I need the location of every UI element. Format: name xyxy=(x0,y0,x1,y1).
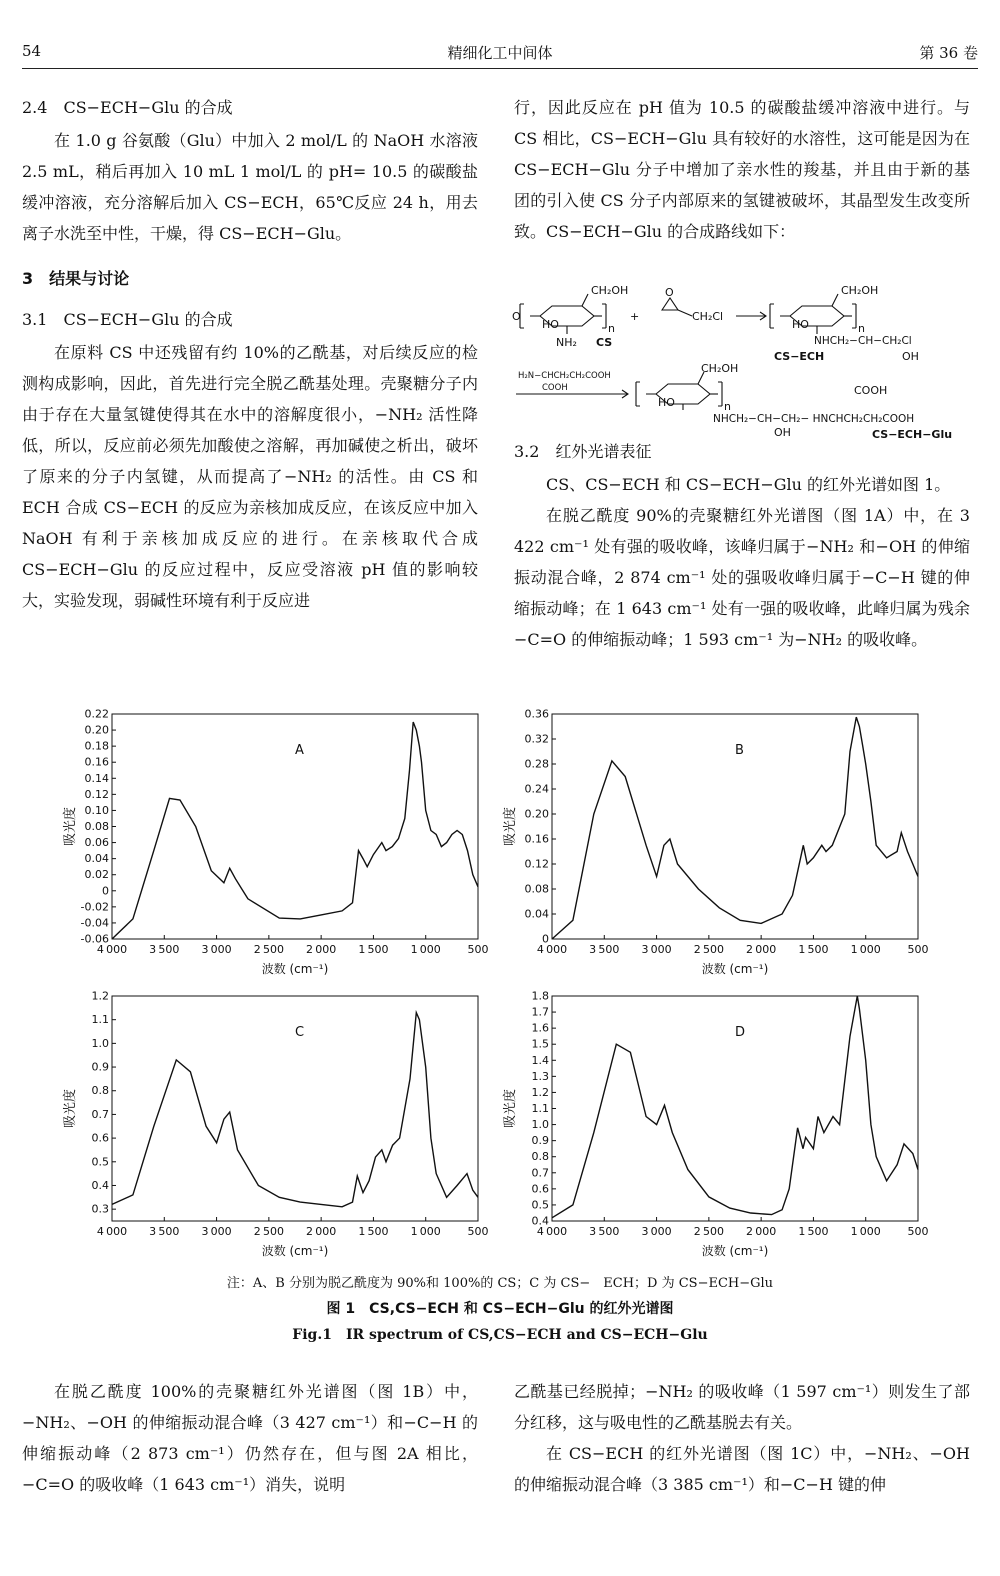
x-tick-label: 3 500 xyxy=(149,943,180,956)
x-tick-label: 3 000 xyxy=(201,1225,232,1238)
ir-panel-c xyxy=(60,988,490,1263)
y-axis-label: 吸光度 xyxy=(503,1088,518,1129)
y-tick-label: 0.04 xyxy=(84,852,109,866)
bottom-left-text: 在脱乙酰度 100%的壳聚糖红外光谱图（图 1B）中，−NH₂、−OH 的伸缩振动混合峰（3 427 cm⁻¹）和−C−H 的伸缩振动峰（2 873 cm⁻¹）仍然存在，但与图 2A 相比，−C=O 的吸收峰（1 643 cm⁻¹）消失，说明 xyxy=(22,1382,478,1494)
y-tick-label: 0.16 xyxy=(84,755,109,769)
section-3-2-intro: CS、CS−ECH 和 CS−ECH−Glu 的红外光谱如图 1。 xyxy=(546,475,951,494)
x-axis-label: 波数 (cm⁻¹) xyxy=(261,962,329,976)
spectrum-line-c xyxy=(112,1013,478,1207)
x-tick-label: 500 xyxy=(467,1225,489,1238)
scheme-ch2oh-2: CH₂OH xyxy=(841,284,879,297)
y-tick-label: 0.6 xyxy=(531,1182,549,1196)
y-tick-label: 0.22 xyxy=(84,707,109,721)
scheme-ch2cl: CH₂Cl xyxy=(692,310,724,323)
y-tick-label: 0.4 xyxy=(531,1214,549,1228)
y-tick-label: 0.12 xyxy=(84,787,109,801)
y-tick-label: 0.6 xyxy=(91,1131,109,1145)
scheme-o-1: O xyxy=(512,310,521,323)
scheme-n-3: n xyxy=(724,400,731,413)
y-tick-label: 1.1 xyxy=(91,1013,109,1027)
x-tick-label: 1 000 xyxy=(850,943,881,956)
y-tick-label: -0.06 xyxy=(80,932,109,946)
journal-title: 精细化工中间体 xyxy=(447,44,553,62)
y-tick-label: 0.32 xyxy=(524,732,549,746)
scheme-ho-1: HO xyxy=(542,318,559,331)
x-tick-label: 2 500 xyxy=(253,1225,284,1238)
y-tick-label: 1.0 xyxy=(531,1118,549,1132)
x-tick-label: 1 000 xyxy=(410,943,441,956)
x-tick-label: 1 500 xyxy=(358,943,389,956)
x-tick-label: 1 500 xyxy=(798,1225,829,1238)
x-tick-label: 3 000 xyxy=(641,943,672,956)
y-tick-label: 0.04 xyxy=(524,907,549,921)
section-3-1-heading: 3.1 CS−ECH−Glu 的合成 xyxy=(22,310,233,329)
y-tick-label: 0.18 xyxy=(84,739,109,753)
x-tick-label: 2 500 xyxy=(253,943,284,956)
y-tick-label: -0.02 xyxy=(80,900,109,914)
x-tick-label: 3 000 xyxy=(201,943,232,956)
x-tick-label: 1 000 xyxy=(850,1225,881,1238)
y-axis-label: 吸光度 xyxy=(63,1088,78,1129)
y-tick-label: 1.2 xyxy=(531,1085,549,1099)
x-tick-label: 2 500 xyxy=(693,943,724,956)
y-tick-label: -0.04 xyxy=(80,916,109,930)
running-header xyxy=(22,38,978,69)
section-2-4-heading: 2.4 CS−ECH−Glu 的合成 xyxy=(22,98,233,117)
y-tick-label: 0.7 xyxy=(91,1107,109,1121)
x-tick-label: 2 000 xyxy=(746,943,777,956)
section-3-1-continued: 行，因此反应在 pH 值为 10.5 的碳酸盐缓冲溶液中进行。与 CS 相比，CS−ECH−Glu 具有较好的水溶性，这可能是因为在 CS−ECH−Glu 分子中增加了亲水性的羧基，并且由于新的基团的引入使 CS 分子内部原来的氢键被破坏，其晶型发生改变所致。CS−ECH−Glu 的合成路线如下： xyxy=(514,98,970,241)
y-tick-label: 1.0 xyxy=(91,1036,109,1050)
right-column xyxy=(514,92,970,247)
scheme-cooh: COOH xyxy=(854,384,888,397)
y-tick-label: 0.3 xyxy=(91,1202,109,1216)
y-tick-label: 1.2 xyxy=(91,989,109,1003)
ir-panel-a xyxy=(60,706,490,981)
y-tick-label: 1.5 xyxy=(531,1037,549,1051)
panel-label-d: D xyxy=(735,1025,746,1040)
section-3-2-body: 在脱乙酰度 90%的壳聚糖红外光谱图（图 1A）中，在 3 422 cm⁻¹ 处有强的吸收峰，该峰归属于−NH₂ 和−OH 的伸缩振动混合峰，2 874 cm⁻¹ 处的强吸收峰归属于−C−H 键的伸缩振动峰；在 1 643 cm⁻¹ 处有一强的吸收峰，此峰归属为残余−C=O 的伸缩振动峰；1 593 cm⁻¹ 为−NH₂ 的吸收峰。 xyxy=(514,506,970,649)
y-axis-label: 吸光度 xyxy=(63,806,78,847)
x-tick-label: 1 500 xyxy=(798,943,829,956)
y-tick-label: 0.8 xyxy=(531,1150,549,1164)
x-tick-label: 2 000 xyxy=(746,1225,777,1238)
y-tick-label: 1.8 xyxy=(531,989,549,1003)
y-axis-label: 吸光度 xyxy=(503,806,518,847)
scheme-epoxide-o: O xyxy=(665,286,674,299)
x-tick-label: 1 000 xyxy=(410,1225,441,1238)
x-tick-label: 500 xyxy=(907,1225,929,1238)
bottom-right-column xyxy=(514,1376,970,1500)
scheme-label-cs: CS xyxy=(596,336,613,349)
scheme-glu-2: COOH xyxy=(542,383,568,393)
figure-note: 注：A、B 分别为脱乙酰度为 90%和 100%的 CS；C 为 CS− ECH；D 为 CS−ECH−Glu xyxy=(226,1276,774,1291)
scheme-ho-2: HO xyxy=(792,318,809,331)
y-tick-label: 0.4 xyxy=(91,1178,109,1192)
x-tick-label: 500 xyxy=(467,943,489,956)
x-tick-label: 4 000 xyxy=(96,1225,128,1238)
scheme-nh2: NH₂ xyxy=(556,336,577,349)
bottom-right-text-b: 在 CS−ECH 的红外光谱图（图 1C）中，−NH₂、−OH 的伸缩振动混合峰（3 385 cm⁻¹）和−C−H 键的伸 xyxy=(514,1444,970,1494)
section-3-2-heading: 3.2 红外光谱表征 xyxy=(514,442,652,461)
ir-panel-d xyxy=(500,988,930,1263)
scheme-oh-2: OH xyxy=(774,426,791,439)
scheme-label-cs-ech-glu: CS−ECH−Glu xyxy=(872,428,953,441)
x-axis-label: 波数 (cm⁻¹) xyxy=(701,962,769,976)
scheme-ch2oh-3: CH₂OH xyxy=(701,362,739,375)
x-tick-label: 3 000 xyxy=(641,1225,672,1238)
y-tick-label: 0.14 xyxy=(84,771,109,785)
y-tick-label: 0.08 xyxy=(524,882,549,896)
x-axis-label: 波数 (cm⁻¹) xyxy=(701,1244,769,1258)
y-tick-label: 0.28 xyxy=(524,757,549,771)
scheme-oh-1: OH xyxy=(902,350,919,363)
panel-label-a: A xyxy=(295,743,304,758)
synthesis-scheme xyxy=(512,276,982,446)
y-tick-label: 1.1 xyxy=(531,1102,549,1115)
y-tick-label: 0.06 xyxy=(84,836,109,850)
x-tick-label: 3 500 xyxy=(589,1225,620,1238)
scheme-ch2oh-1: CH₂OH xyxy=(591,284,629,297)
y-tick-label: 0.9 xyxy=(531,1134,549,1148)
y-tick-label: 0.10 xyxy=(84,803,109,817)
x-tick-label: 2 500 xyxy=(693,1225,724,1238)
scheme-n-2: n xyxy=(858,322,865,335)
section-3-1-body: 在原料 CS 中还残留有约 10%的乙酰基，对后续反应的检测构成影响，因此，首先进行完全脱乙酰基处理。壳聚糖分子内由于存在大量氢键使得其在水中的溶解度很小，−NH₂ 活性降低，所以，反应前必须先加酸使之溶解，再加碱使之析出，破坏了原来的分子内氢键，从而提高了−NH₂ 的活性。由 CS 和 ECH 合成 CS−ECH 的反应为亲核加成反应，在该反应中加入 NaOH 有利于亲核加成反应的进行。在亲核取代合成 CS−ECH−Glu 的反应过程中，反应受溶液 pH 值的影响较大，实验发现，弱碱性环境有利于反应进 xyxy=(22,343,478,610)
y-tick-label: 0.20 xyxy=(84,723,109,737)
bottom-left-column xyxy=(22,1376,478,1500)
x-tick-label: 4 000 xyxy=(536,943,568,956)
x-tick-label: 2 000 xyxy=(306,943,337,956)
y-tick-label: 0.12 xyxy=(524,857,549,871)
y-tick-label: 0.5 xyxy=(91,1155,109,1169)
x-tick-label: 500 xyxy=(907,943,929,956)
scheme-label-cs-ech: CS−ECH xyxy=(774,350,825,363)
y-tick-label: 0.02 xyxy=(84,868,109,882)
section-3-heading: 3 结果与讨论 xyxy=(22,269,130,288)
y-tick-label: 0 xyxy=(542,932,549,946)
y-tick-label: 1.3 xyxy=(531,1069,549,1083)
x-axis-label: 波数 (cm⁻¹) xyxy=(261,1244,329,1258)
y-tick-label: 0.36 xyxy=(524,707,549,721)
panel-label-c: C xyxy=(295,1025,305,1040)
y-tick-label: 0.9 xyxy=(91,1060,109,1074)
y-tick-label: 0.5 xyxy=(531,1198,549,1212)
scheme-sub-glu: NHCH₂−CH−CH₂− HNCHCH₂CH₂COOH xyxy=(713,413,915,425)
y-tick-label: 0.20 xyxy=(524,807,549,821)
x-tick-label: 4 000 xyxy=(536,1225,568,1238)
y-tick-label: 0.7 xyxy=(531,1166,549,1180)
left-column xyxy=(22,92,478,616)
panel-label-b: B xyxy=(735,743,744,758)
y-tick-label: 0 xyxy=(102,884,109,898)
ir-panel-b xyxy=(500,706,930,981)
scheme-plus: + xyxy=(630,310,640,323)
section-2-4-body: 在 1.0 g 谷氨酸（Glu）中加入 2 mol/L 的 NaOH 水溶液 2.5 mL，稍后再加入 10 mL 1 mol/L 的 pH= 10.5 的碳酸盐缓冲溶液，充分溶解后加入 CS−ECH，65℃反应 24 h，用去离子水洗至中性，干燥，得 CS−ECH−Glu。 xyxy=(22,131,478,243)
volume-label: 第 36 卷 xyxy=(919,44,978,62)
y-tick-label: 0.08 xyxy=(84,820,109,833)
x-tick-label: 3 500 xyxy=(589,943,620,956)
y-tick-label: 0.8 xyxy=(91,1084,109,1098)
x-tick-label: 1 500 xyxy=(358,1225,389,1238)
scheme-ho-3: HO xyxy=(658,396,675,409)
scheme-n-1: n xyxy=(608,322,615,335)
y-tick-label: 1.7 xyxy=(531,1005,549,1019)
x-tick-label: 3 500 xyxy=(149,1225,180,1238)
y-tick-label: 1.6 xyxy=(531,1021,549,1035)
right-column-lower xyxy=(514,436,970,655)
y-tick-label: 0.24 xyxy=(524,782,549,796)
y-tick-label: 1.4 xyxy=(531,1053,549,1067)
figure-1 xyxy=(60,706,940,1266)
page-number: 54 xyxy=(22,42,42,60)
x-tick-label: 4 000 xyxy=(96,943,128,956)
bottom-right-text-a: 乙酰基已经脱掉；−NH₂ 的吸收峰（1 597 cm⁻¹）则发生了部分红移，这与吸电性的乙酰基脱去有关。 xyxy=(514,1382,970,1432)
y-tick-label: 0.16 xyxy=(524,832,549,846)
figure-caption-cn: 图 1 CS,CS−ECH 和 CS−ECH−Glu 的红外光谱图 xyxy=(326,1301,674,1317)
scheme-glu-1: H₂N−CHCH₂CH₂COOH xyxy=(518,371,611,381)
x-tick-label: 2 000 xyxy=(306,1225,337,1238)
scheme-sub-ech: NHCH₂−CH−CH₂Cl xyxy=(814,335,912,347)
figure-caption-en: Fig.1 IR spectrum of CS,CS−ECH and CS−ECH−Glu xyxy=(292,1327,708,1343)
